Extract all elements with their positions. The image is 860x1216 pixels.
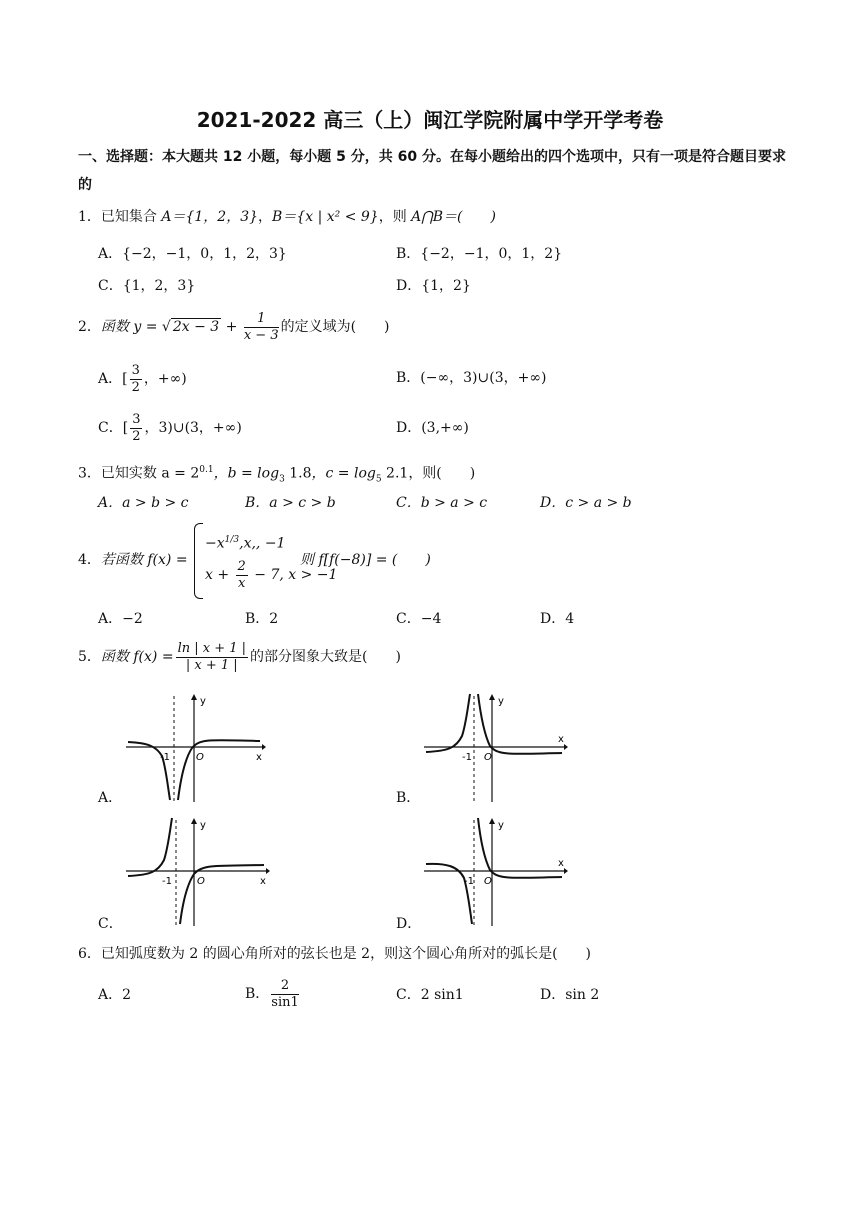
option-prefix: A．[ xyxy=(98,371,128,387)
graph-d xyxy=(420,816,568,928)
numerator: ln | x + 1 | xyxy=(177,640,247,656)
function-lhs: 函数 f(x) = xyxy=(100,649,174,665)
axis-label-x: x xyxy=(558,734,564,745)
q3-option-a: A．a > b > c xyxy=(98,495,189,511)
separator: ， xyxy=(258,209,273,225)
q2-option-a xyxy=(98,362,187,396)
option-prefix: B． xyxy=(245,986,270,1002)
q1-option-d: D．{1，2} xyxy=(396,278,471,294)
question-1 xyxy=(78,207,496,227)
section-instructions: 一、选择题：本大题共 12 小题，每小题 5 分，共 60 分。在每小题给出的四个选项中，只有一项是符合题目要求的 xyxy=(78,149,786,193)
fraction xyxy=(176,641,248,674)
fraction xyxy=(236,559,248,592)
q2-option-d: D．(3,+∞) xyxy=(396,420,469,436)
question-3 xyxy=(78,460,475,489)
question-number: 5． xyxy=(78,649,101,665)
question-text: 已知集合 xyxy=(100,209,162,225)
piecewise-case-1 xyxy=(205,530,285,554)
function-lhs: 函数 y = xyxy=(100,319,162,335)
q5-option-c: C． xyxy=(98,916,123,932)
b-def: ，b = log xyxy=(213,465,280,482)
denominator: | x + 1 | xyxy=(185,657,238,673)
fraction xyxy=(244,311,279,344)
neg-one-label: -1 xyxy=(462,752,472,763)
question-text: ，则 xyxy=(378,209,412,225)
question-2: 2．函数 y = √ 2x − 3 + $\frac{1}{x - 3}$ 的定义域为( ) xyxy=(78,310,390,343)
q4-option-b: B．2 xyxy=(245,611,279,627)
neg-one-label: -1 xyxy=(160,752,170,763)
numerator: 2 xyxy=(271,978,298,995)
question-text: 已知实数 a = 2 xyxy=(100,465,200,482)
piecewise-brace xyxy=(194,523,203,599)
function-lhs: 若函数 f(x) = xyxy=(100,552,188,568)
q5-option-a: A． xyxy=(98,790,123,806)
log-base: 5 xyxy=(375,474,382,485)
question-6 xyxy=(78,944,591,964)
numerator: 3 xyxy=(132,411,141,427)
axis-label-y: y xyxy=(498,820,504,831)
numerator: 3 xyxy=(131,362,140,378)
origin-label: O xyxy=(484,752,492,763)
question-number: 4． xyxy=(78,552,101,568)
question-4 xyxy=(78,550,188,570)
question-5 xyxy=(78,640,401,674)
plus: + xyxy=(221,319,242,335)
denominator: sin1 xyxy=(271,994,299,1010)
q2-option-c xyxy=(98,411,242,445)
question-text: 的部分图象大致是( ) xyxy=(250,649,401,665)
fraction xyxy=(130,363,142,396)
origin-label: O xyxy=(484,876,492,887)
denominator: x xyxy=(238,575,246,591)
set-a: A＝{1，2，3} xyxy=(161,209,259,225)
question-4-tail: 则 f[f(−8)] = ( ) xyxy=(300,552,431,568)
q4-option-d: D．4 xyxy=(540,611,575,627)
q3-option-d: D．c > a > b xyxy=(540,495,632,511)
q6-option-c: C．2 sin1 xyxy=(396,987,464,1003)
exponent: 1/3 xyxy=(224,535,240,545)
question-text: ，则( ) xyxy=(408,465,476,482)
q3-option-b: B．a > c > b xyxy=(245,495,336,511)
q4-option-a: A．−2 xyxy=(98,611,143,627)
axis-label-y: y xyxy=(498,696,504,707)
axis-label-x: x xyxy=(260,876,266,887)
case-expr: x + xyxy=(205,567,234,583)
q1-option-c: C．{1，2，3} xyxy=(98,278,196,294)
q4-option-c: C．−4 xyxy=(396,611,442,627)
axis-label-x: x xyxy=(558,858,564,869)
axis-label-x: x xyxy=(256,752,262,763)
graph-c xyxy=(122,816,270,928)
set-b: B＝{x | x² < 9} xyxy=(272,209,379,225)
question-number: 6． xyxy=(78,946,101,962)
q1-option-a: A．{−2，−1，0，1，2，3} xyxy=(98,246,287,262)
origin-label: O xyxy=(197,876,205,887)
q1-option-b: B．{−2，−1，0，1，2} xyxy=(396,246,563,262)
graph-a xyxy=(122,692,266,804)
log-arg: 1.8 xyxy=(284,465,312,482)
option-prefix: C．[ xyxy=(98,420,129,436)
q6-option-b xyxy=(245,976,301,1012)
q2-option-b: B．(−∞，3)∪(3，+∞) xyxy=(396,370,547,386)
option-suffix: ，+∞) xyxy=(143,371,187,387)
case-expr: −x xyxy=(205,535,225,552)
fraction xyxy=(271,978,298,1011)
origin-label: O xyxy=(196,752,204,763)
exponent: 0.1 xyxy=(199,465,214,475)
denominator: 2 xyxy=(131,379,140,395)
option-suffix: ，3)∪(3，+∞) xyxy=(144,420,242,436)
case-condition: ,x,, −1 xyxy=(239,535,286,552)
question-number: 3． xyxy=(78,465,101,482)
axis-label-y: y xyxy=(200,820,206,831)
log-arg: 2.1 xyxy=(381,465,409,482)
neg-one-label: -1 xyxy=(162,876,172,887)
intersection-expr: A⋂B＝( ) xyxy=(411,209,496,225)
q6-option-a: A．2 xyxy=(98,987,132,1003)
numerator: 1 xyxy=(244,311,279,328)
neg-one-label: -1 xyxy=(464,876,474,887)
case-condition: − 7, x > −1 xyxy=(249,567,338,583)
numerator: 2 xyxy=(237,558,246,574)
q3-option-c: C．b > a > c xyxy=(396,495,488,511)
q5-option-b: B． xyxy=(396,790,421,806)
question-text: 已知弧度数为 2 的圆心角所对的弦长也是 2，则这个圆心角所对的弧长是( ) xyxy=(100,946,592,962)
q5-option-d: D． xyxy=(396,916,422,932)
q6-option-d: D．sin 2 xyxy=(540,987,600,1003)
exam-title: 2021-2022 高三（上）闽江学院附属中学开学考卷 xyxy=(196,108,664,132)
question-text: 的定义域为( ) xyxy=(280,319,390,335)
log-base: 3 xyxy=(279,474,285,485)
question-number: 2． xyxy=(78,319,101,335)
denominator: x − 3 xyxy=(243,327,279,343)
question-number: 1． xyxy=(78,209,101,225)
denominator: 2 xyxy=(132,428,141,444)
radicand: 2x − 3 xyxy=(172,319,220,335)
fraction xyxy=(130,412,142,445)
axis-label-y: y xyxy=(200,696,206,707)
c-def: ，c = log xyxy=(311,465,376,482)
graph-b xyxy=(420,692,568,804)
